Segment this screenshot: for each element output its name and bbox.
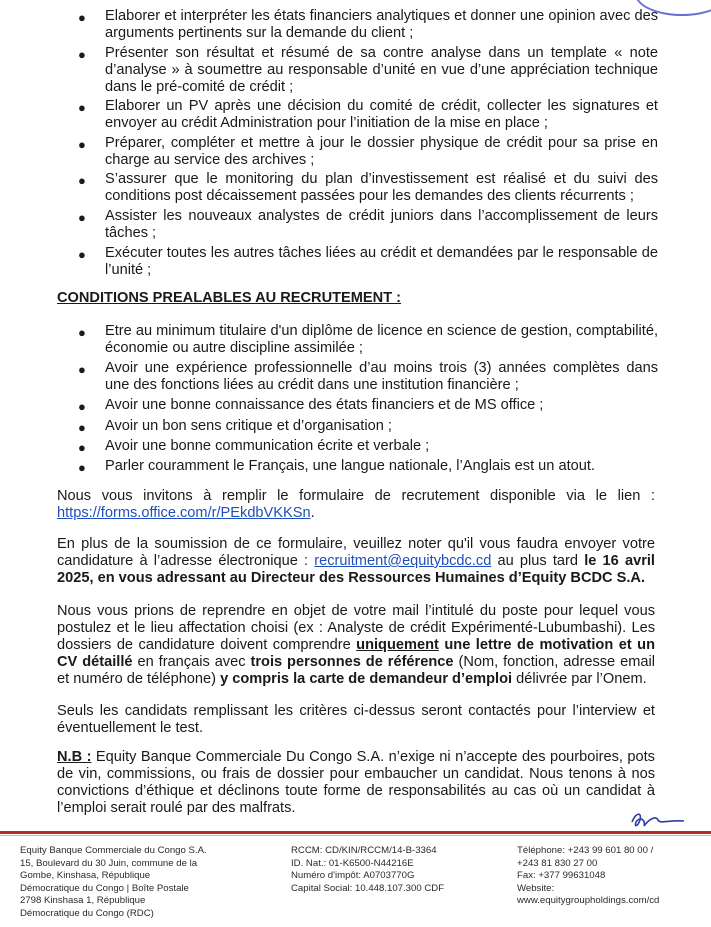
bullet-icon: ● [78, 399, 86, 415]
list-item: ● Assister les nouveaux analystes de crédit juniors dans l’accomplissement de leurs tâches ; [78, 207, 658, 241]
footer-divider [0, 831, 711, 834]
list-item: ● Elaborer et interpréter les états financiers analytiques et donner une opinion avec des arguments pertinents sur la demande du client ; [78, 8, 658, 41]
bullet-icon: ● [78, 419, 86, 435]
bullet-icon: ● [78, 362, 86, 378]
list-item: ● Exécuter toutes les autres tâches liées au crédit et demandées par le responsable de l’unité ; [78, 244, 658, 278]
list-item: ● Parler couramment le Français, une langue nationale, l’Anglais est un atout. [78, 457, 595, 475]
bullet-icon: ● [78, 100, 86, 116]
section-heading: CONDITIONS PREALABLES AU RECRUTEMENT : [57, 290, 402, 306]
email-paragraph: En plus de la soumission de ce formulaire, veuillez noter qu'il vous faudra envoyer votre candidature à l’adresse électronique : recruitment@equitybcdc.cd au plus tard le 16 avril 2025, en vous adressant au Directeur des Ressources Humaines d’Equity BCDC S.A. [57, 536, 655, 586]
website-link[interactable]: www.equitygroupholdings.com/cd [517, 895, 660, 907]
responsibilities-list [78, 8, 658, 281]
bullet-icon: ● [78, 246, 86, 262]
form-paragraph: Nous vous invitons à remplir le formulaire de recrutement disponible via le lien : https://forms.office.com/r/PEkdbVKKSn. [57, 488, 655, 521]
footer-divider-thin [0, 835, 711, 836]
selection-paragraph: Seuls les candidats remplissant les critères ci-dessus seront contactés pour l’interview et éventuellement le test. [57, 703, 655, 736]
list-item: ● Avoir une bonne connaissance des états financiers et de MS office ; [78, 397, 544, 415]
bullet-icon: ● [78, 439, 86, 455]
list-item: ● Avoir une expérience professionnelle d’au moins trois (3) années complètes dans une des fonctions liées au crédit dans une institution financière ; [78, 360, 658, 394]
requirements-list [78, 323, 658, 478]
list-item: ● Elaborer un PV après une décision du comité de crédit, collecter les signatures et envoyer au crédit Administration pour l’initiation de la mise en place ; [78, 98, 658, 132]
list-item: ● Avoir un bon sens critique et d’organisation ; [78, 417, 392, 435]
list-item: ● Présenter son résultat et résumé de sa contre analyse dans un template « note d’analyse » à soumettre au responsable d’unité en vue d’une appréciation technique dans le pré-comité de crédit ; [78, 44, 658, 95]
bullet-icon: ● [78, 459, 86, 475]
bullet-icon: ● [78, 173, 86, 189]
signature-mark [628, 806, 688, 832]
list-item: ● Etre au minimum titulaire d'un diplôme de licence en science de gestion, comptabilité, économie ou autre discipline assimilée ; [78, 323, 658, 356]
list-item: ● Avoir une bonne communication écrite et verbale ; [78, 437, 430, 455]
footer-address: Equity Banque Commerciale du Congo S.A. 15, Boulevard du 30 Juin, commune de la Gombe, Kinshasa, République Démocratique du Congo | Boîte Postale 2798 Kinshasa 1, République Démocratique du Congo (RDC) [20, 845, 207, 919]
nb-label: N.B : [57, 749, 92, 765]
bullet-icon: ● [78, 325, 86, 340]
footer-registration: RCCM: CD/KIN/RCCM/14-B-3364 ID. Nat.: 01-K6500-N44216E Numéro d'impôt: A0703770G Capital Social: 10.448.107.300 CDF [291, 845, 445, 894]
instructions-paragraph: Nous vous prions de reprendre en objet de votre mail l’intitulé du poste pour lequel vous postulez et le lieu affectation choisi (ex : Analyste de crédit Expérimenté-Lubumbashi). Les dossiers de candidature doivent comprendre uniquement une lettre de motivation et un CV détaillé en français avec trois personnes de référence (Nom, fonction, adresse email et numéro de téléphone) y compris la carte de demandeur d’emploi délivrée par l’Onem. [57, 603, 655, 687]
deadline-text: le 16 avril 2025, en vous adressant au Directeur des Ressources Humaines d’Equity BCDC S.A. [57, 553, 655, 586]
list-item: ● S’assurer que le monitoring du plan d’investissement est réalisé et du suivi des conditions post décaissement passées pour les demandes des clients récurrents ; [78, 171, 658, 205]
email-link[interactable]: recruitment@equitybcdc.cd [314, 553, 492, 569]
form-link[interactable]: https://forms.office.com/r/PEkdbVKKSn [57, 505, 311, 521]
bullet-icon: ● [78, 46, 86, 62]
bullet-icon: ● [78, 10, 86, 25]
bullet-icon: ● [78, 209, 86, 225]
nb-paragraph: N.B : Equity Banque Commerciale Du Congo S.A. n’exige ni n’accepte des pourboires, pots de vin, commissions, ou frais de dossier pour embaucher un candidat. Nous tenons à nos convictions d’éthique et déclinons toute forme de responsabilités au cas où un candidat à l’emploi serait roulé par des malfrats. [57, 749, 655, 816]
bullet-icon: ● [78, 136, 86, 152]
footer-contact: Téléphone: +243 99 601 80 00 / +243 81 830 27 00 Fax: +377 99631048 Website: www.equitygroupholdings.com/cd [517, 845, 660, 907]
list-item: ● Préparer, compléter et mettre à jour le dossier physique de crédit pour sa prise en charge au service des archives ; [78, 134, 658, 168]
